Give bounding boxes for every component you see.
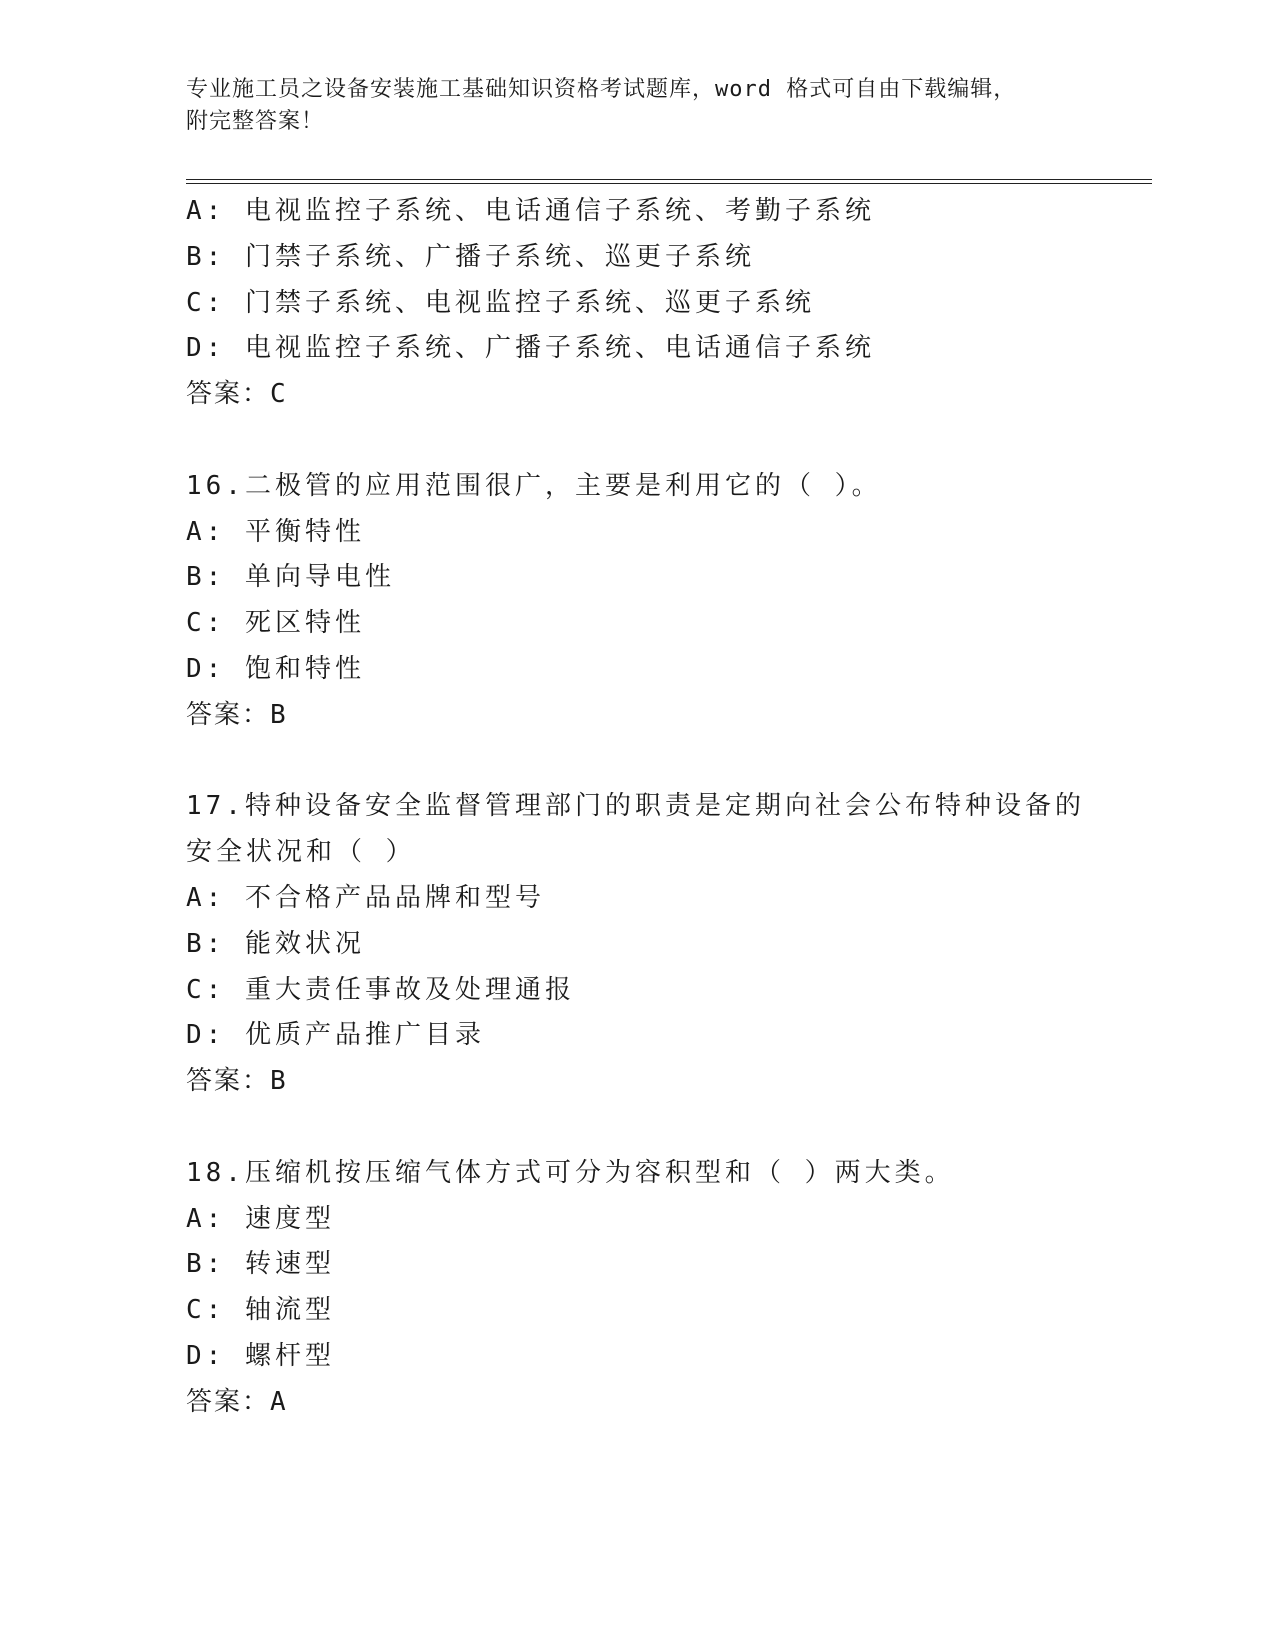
question-15 bbox=[186, 189, 1152, 418]
option-c: C: 死区特性 bbox=[186, 608, 365, 639]
header-line-1: 专业施工员之设备安装施工基础知识资格考试题库，word 格式可自由下载编辑， bbox=[186, 77, 1017, 102]
option-b: B: 能效状况 bbox=[186, 928, 365, 959]
option-c: C: 门禁子系统、电视监控子系统、巡更子系统 bbox=[186, 287, 815, 318]
question-text: 16.二极管的应用范围很广，主要是利用它的（ ）。 bbox=[186, 470, 882, 501]
option-b: B: 转速型 bbox=[186, 1249, 335, 1280]
answer-line bbox=[186, 372, 1152, 418]
option-d: D: 电视监控子系统、广播子系统、电话通信子系统 bbox=[186, 333, 875, 364]
answer-label: 答案： bbox=[186, 1386, 271, 1417]
option-b: B: 门禁子系统、广播子系统、巡更子系统 bbox=[186, 241, 755, 272]
option-c: C: 轴流型 bbox=[186, 1295, 335, 1326]
option-c: C: 重大责任事故及处理通报 bbox=[186, 974, 575, 1005]
question-text: 17.特种设备安全监督管理部门的职责是定期向社会公布特种设备的安全状况和（ ） bbox=[186, 791, 1085, 868]
spacer bbox=[186, 1105, 1152, 1151]
header-line-2: 附完整答案！ bbox=[186, 109, 325, 134]
answer-line bbox=[186, 693, 1152, 739]
option-a: A: 平衡特性 bbox=[186, 516, 365, 547]
answer-line bbox=[186, 1380, 1152, 1426]
option-b: B: 单向导电性 bbox=[186, 562, 395, 593]
question-text: 18.压缩机按压缩气体方式可分为容积型和（ ）两大类。 bbox=[186, 1157, 955, 1188]
question-18 bbox=[186, 1151, 1152, 1426]
question-16 bbox=[186, 464, 1152, 739]
option-a: A: 不合格产品品牌和型号 bbox=[186, 882, 545, 913]
option-a: A: 电视监控子系统、电话通信子系统、考勤子系统 bbox=[186, 196, 875, 226]
option-d: D: 饱和特性 bbox=[186, 653, 365, 684]
answer-label: 答案： bbox=[186, 379, 271, 410]
answer-value: B bbox=[270, 699, 288, 730]
answer-value: B bbox=[270, 1066, 288, 1097]
answer-value: A bbox=[270, 1386, 288, 1417]
header-divider bbox=[186, 179, 1152, 184]
option-d: D: 螺杆型 bbox=[186, 1340, 335, 1371]
answer-line bbox=[186, 1059, 1152, 1105]
question-list bbox=[186, 189, 1152, 1426]
option-a: A: 速度型 bbox=[186, 1203, 335, 1234]
question-17 bbox=[186, 784, 1152, 1105]
spacer bbox=[186, 418, 1152, 464]
option-d: D: 优质产品推广目录 bbox=[186, 1020, 485, 1051]
answer-label: 答案： bbox=[186, 1066, 271, 1097]
spacer bbox=[186, 739, 1152, 785]
page-header bbox=[186, 74, 1086, 138]
answer-value: C bbox=[270, 379, 288, 410]
answer-label: 答案： bbox=[186, 699, 271, 730]
